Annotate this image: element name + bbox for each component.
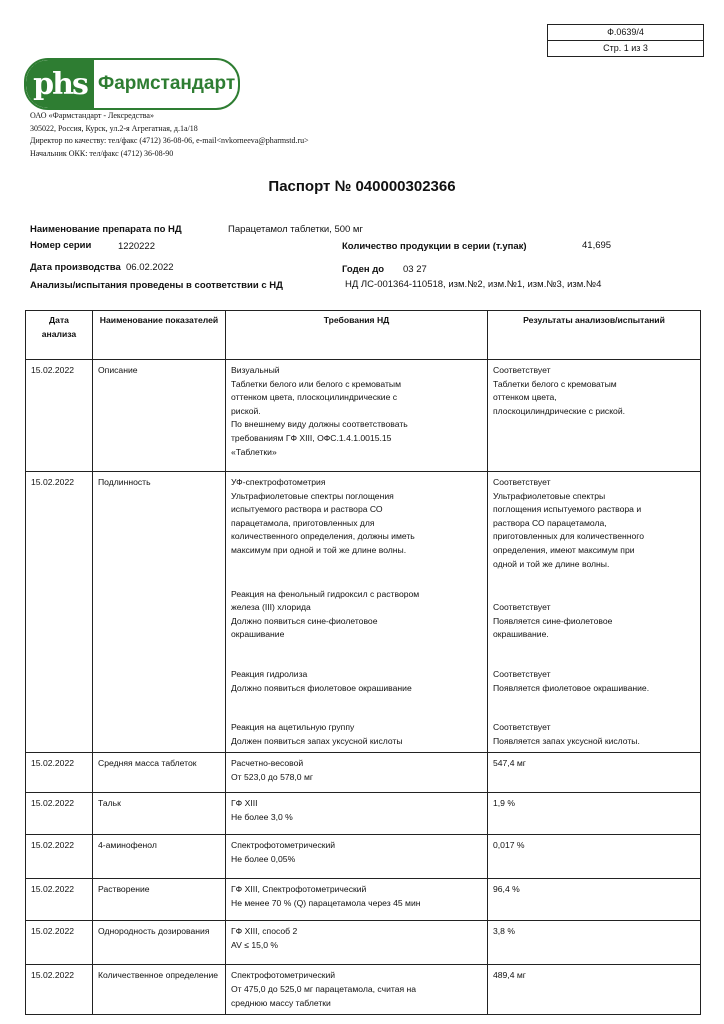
series-label: Номер серии [30, 240, 92, 251]
header-requirements: Требования НД [226, 311, 488, 360]
cell-indicator: Описание [93, 360, 226, 472]
table-row [26, 753, 701, 793]
cell-line: максимум при одной и той же длине волны. [231, 544, 407, 555]
block-gap [231, 558, 482, 588]
table-row [26, 360, 701, 472]
cell-results [488, 965, 701, 1015]
cell-line: Реакция на ацетильную группу [231, 722, 355, 733]
cell-requirements [226, 793, 488, 835]
cell-line: Таблетки белого с кремоватым [493, 378, 617, 389]
block-gap [493, 571, 695, 601]
drug-value: Парацетамол таблетки, 500 мг [228, 224, 363, 235]
cell-line: Спектрофотометрический [231, 840, 336, 851]
cell-line: приготовленных для количественного [493, 531, 644, 542]
cell-requirements [226, 360, 488, 472]
cell-date: 15.02.2022 [26, 360, 93, 472]
cell-line: По внешнему виду должны соответствовать [231, 419, 408, 430]
cell-line: раствора СО парацетамола, [493, 517, 607, 528]
cell-results [488, 360, 701, 472]
date-value: 06.02.2022 [126, 262, 174, 273]
cell-requirements [226, 879, 488, 921]
block-gap [493, 695, 695, 721]
table-row [26, 921, 701, 965]
block-gap [231, 695, 482, 721]
cell-results [488, 879, 701, 921]
company-info [30, 110, 309, 160]
cell-requirements [226, 835, 488, 879]
cell-line: определения, имеют максимум при [493, 544, 635, 555]
form-code-box [547, 24, 704, 57]
company-okk: Начальник ОКК: тел/факс (4712) 36-08-90 [30, 148, 174, 158]
cell-indicator: Количественное определение [93, 965, 226, 1015]
table-row [26, 879, 701, 921]
cell-results [488, 793, 701, 835]
expiry-value: 03 27 [403, 264, 427, 275]
header-indicator: Наименование показателей [93, 311, 226, 360]
cell-line: Должно появиться фиолетовое окрашивание [231, 682, 412, 693]
cell-results [488, 472, 701, 753]
cell-date: 15.02.2022 [26, 793, 93, 835]
page-number: Стр. 1 из 3 [548, 40, 703, 56]
cell-date: 15.02.2022 [26, 921, 93, 965]
cell-requirements [226, 472, 488, 753]
cell-line: Соответствует [493, 365, 551, 375]
cell-line: Спектрофотометрический [231, 970, 336, 981]
cell-line: количественного определения, должны иметь [231, 531, 415, 542]
cell-indicator: Растворение [93, 879, 226, 921]
cell-line: железа (III) хлорида [231, 602, 311, 613]
analysis-value: НД ЛС-001364-110518, изм.№2, изм.№1, изм.№3, изм.№4 [345, 279, 602, 290]
cell-line: AV ≤ 15,0 % [231, 939, 279, 950]
cell-line: ГФ XIII [231, 798, 258, 809]
cell-line: оттенком цвета, плоскоцилиндрические с [231, 392, 398, 403]
company-logo [24, 58, 240, 110]
cell-indicator: 4-аминофенол [93, 835, 226, 879]
cell-date: 15.02.2022 [26, 753, 93, 793]
cell-line: Должен появиться запах уксусной кислоты [231, 735, 403, 746]
date-label: Дата производства [30, 262, 121, 273]
cell-line: Ультрафиолетовые спектры поглощения [231, 490, 394, 501]
expiry-label: Годен до [342, 264, 385, 275]
cell-line: «Таблетки» [231, 446, 277, 457]
table-row [26, 472, 701, 753]
quantity-label: Количество продукции в серии (т.упак) [342, 241, 527, 252]
cell-line: Визуальный [231, 365, 280, 375]
cell-line: испытуемого раствора и раствора СО [231, 504, 383, 515]
cell-line: Соответствует [493, 477, 551, 487]
cell-line: 96,4 % [493, 884, 520, 895]
quantity-value: 41,695 [582, 240, 612, 251]
cell-line: 1,9 % [493, 798, 515, 809]
logo-name: Фармстандарт [98, 73, 236, 94]
cell-line: окрашивание [231, 629, 285, 640]
cell-line: среднюю массу таблетки [231, 997, 331, 1008]
cell-line: ГФ XIII, Спектрофотометрический [231, 884, 367, 895]
cell-line: Не менее 70 % (Q) парацетамола через 45 мин [231, 897, 421, 908]
cell-line: Появляется запах уксусной кислоты. [493, 735, 640, 746]
cell-line: Соответствует [493, 668, 551, 679]
drug-label: Наименование препарата по НД [30, 224, 182, 235]
cell-line: 3,8 % [493, 926, 515, 937]
cell-date: 15.02.2022 [26, 472, 93, 753]
analysis-label: Анализы/испытания проведены в соответствии с НД [30, 280, 283, 291]
cell-line: Появляется сине-фиолетовое [493, 615, 613, 626]
cell-line: требованиям ГФ XIII, ОФС.1.4.1.0015.15 [231, 432, 392, 443]
cell-line: оттенком цвета, [493, 392, 557, 403]
cell-indicator: Подлинность [93, 472, 226, 753]
cell-line: ГФ XIII, способ 2 [231, 926, 298, 937]
cell-line: Расчетно-весовой [231, 758, 304, 769]
company-address: 305022, Россия, Курск, ул.2-я Агрегатная, д.1а/18 [30, 123, 198, 133]
header-results: Результаты анализов/испытаний [488, 311, 701, 360]
table-row [26, 835, 701, 879]
cell-line: УФ-спектрофотометрия [231, 477, 326, 487]
cell-line: 547,4 мг [493, 758, 526, 769]
company-name: ОАО «Фармстандарт - Лексредства» [30, 111, 154, 120]
cell-date: 15.02.2022 [26, 879, 93, 921]
cell-line: Должно появиться сине-фиолетовое [231, 615, 378, 626]
table-row [26, 965, 701, 1015]
block-gap [231, 642, 482, 668]
cell-results [488, 835, 701, 879]
cell-line: Соответствует [493, 722, 551, 733]
cell-requirements [226, 753, 488, 793]
cell-line: Ультрафиолетовые спектры [493, 490, 606, 501]
cell-requirements [226, 965, 488, 1015]
cell-line: Реакция гидролиза [231, 668, 308, 679]
cell-line: окрашивание. [493, 629, 549, 640]
analysis-table [25, 310, 701, 1015]
company-director: Директор по качеству: тел/факс (4712) 36-08-06, e-mail<nvkorneeva@pharmstd.ru> [30, 136, 309, 145]
cell-line: Появляется фиолетовое окрашивание. [493, 682, 650, 693]
cell-line: 0,017 % [493, 840, 525, 851]
cell-results [488, 921, 701, 965]
cell-line: Таблетки белого или белого с кремоватым [231, 378, 401, 389]
cell-indicator: Однородность дозирования [93, 921, 226, 965]
cell-line: поглощения испытуемого раствора и [493, 504, 642, 515]
block-gap [493, 642, 695, 668]
cell-line: одной и той же длине волны. [493, 558, 610, 569]
cell-line: риской. [231, 405, 261, 416]
cell-line: Реакция на фенольный гидроксил с раствором [231, 588, 420, 599]
header-date: Дата анализа [26, 311, 93, 360]
cell-line: 489,4 мг [493, 970, 526, 981]
cell-indicator: Тальк [93, 793, 226, 835]
cell-line: Не более 0,05% [231, 853, 296, 864]
cell-indicator: Средняя масса таблеток [93, 753, 226, 793]
cell-line: плоскоцилиндрические с риской. [493, 405, 626, 416]
page-title: Паспорт № 040000302366 [268, 178, 456, 195]
cell-line: От 523,0 до 578,0 мг [231, 771, 314, 782]
table-row [26, 793, 701, 835]
cell-date: 15.02.2022 [26, 965, 93, 1015]
cell-line: Не более 3,0 % [231, 811, 293, 822]
form-code: Ф.0639/4 [607, 27, 644, 37]
table-body [26, 360, 701, 1015]
table-header-row [26, 311, 701, 360]
logo-mark: phs [26, 60, 94, 108]
cell-line: парацетамола, приготовленных для [231, 517, 375, 528]
cell-line: Соответствует [493, 602, 551, 613]
cell-date: 15.02.2022 [26, 835, 93, 879]
series-value: 1220222 [118, 241, 155, 252]
cell-requirements [226, 921, 488, 965]
cell-line: От 475,0 до 525,0 мг парацетамола, считая на [231, 983, 417, 994]
cell-results [488, 753, 701, 793]
